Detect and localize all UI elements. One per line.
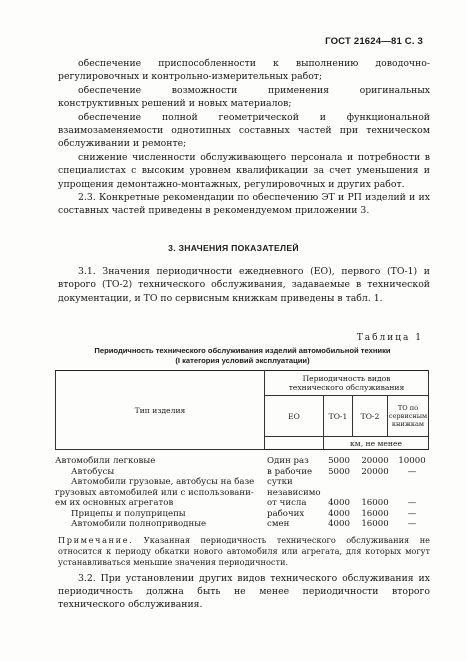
cell-eo: Один раз bbox=[267, 456, 309, 466]
table-row bbox=[55, 519, 429, 530]
cell-service: 10000 bbox=[398, 456, 426, 466]
col-to1-header: ТО-1 bbox=[324, 396, 353, 437]
cell-type: Автобусы bbox=[71, 466, 115, 477]
table-row bbox=[55, 488, 429, 499]
table-body bbox=[55, 456, 429, 530]
cell-to1: 4000 bbox=[328, 508, 350, 519]
cell-type: ем их основных агрегатов bbox=[55, 498, 174, 508]
cell-eo: смен bbox=[267, 519, 290, 529]
paragraph: 3.2. При установлении других видов технического обслуживания их периодичность должна быть не менее периодичности второго технического обслуживания. bbox=[58, 573, 430, 611]
paragraph: обеспечение возможности применения оригинальных конструктивных решений и новых материалов; bbox=[58, 84, 430, 110]
cell-eo: от числа bbox=[267, 498, 307, 508]
col-type-header: Тип изделия bbox=[56, 371, 265, 450]
cell-to2: 16000 bbox=[361, 498, 389, 508]
cell-eo: в рабочие bbox=[267, 466, 313, 477]
cell-to2: 16000 bbox=[361, 519, 389, 529]
closing-text bbox=[58, 572, 430, 612]
paragraph: 3.1. Значения периодичности ежедневного (ЕО), первого (ТО-1) и второго (ТО-2) технического обслуживания, задаваемые в технической документации, и ТО по сервисным книжкам приведены в табл. 1. bbox=[58, 266, 430, 304]
section-title: 3. ЗНАЧЕНИЯ ПОКАЗАТЕЛЕЙ bbox=[168, 243, 299, 253]
cell-service: — bbox=[407, 498, 417, 508]
intro-text bbox=[58, 57, 430, 218]
cell-to2: 20000 bbox=[361, 456, 389, 466]
cell-type: Автомобили полноприводные bbox=[71, 519, 207, 529]
table-row bbox=[55, 498, 429, 509]
table-note bbox=[58, 535, 430, 569]
table-caption bbox=[55, 346, 430, 366]
col-service-header: ТО по сервисным книжкам bbox=[388, 396, 429, 437]
paragraph: обеспечение полной геометрической и функциональной взаимозаменяемости однотипных составных частей при техническом обслуживании и ремонте; bbox=[58, 111, 430, 150]
table-row bbox=[55, 477, 429, 488]
cell-to2: 16000 bbox=[361, 508, 389, 519]
note-text: Указанная периодичность технического обслуживания не относится к периоду обкатки нового автомобиля или агрегата, для которых могут устанавливаться меньшие значения периодичности. bbox=[58, 535, 430, 568]
cell-eo: сутки bbox=[267, 477, 293, 487]
cell-type: грузовых автомобилей или с использовани- bbox=[55, 487, 254, 498]
paragraph: 2.3. Конкретные рекомендации по обеспечению ЭТ и РП изделий и их составных частей приведены в рекомендуемом приложении 3. bbox=[58, 192, 430, 217]
table-row bbox=[55, 456, 429, 467]
table-row bbox=[55, 467, 429, 478]
cell-to1: 4000 bbox=[328, 519, 350, 529]
cell-eo: рабочих bbox=[267, 508, 305, 519]
table-number: Таблица 1 bbox=[356, 333, 423, 343]
cell-eo: независимо bbox=[267, 487, 321, 498]
cell-service: — bbox=[407, 508, 417, 519]
cell-type: Автомобили грузовые, автобусы на базе bbox=[71, 477, 255, 487]
cell-to1: 4000 bbox=[328, 498, 350, 508]
cell-type: Прицепы и полуприцепы bbox=[71, 508, 186, 519]
cell-to1: 5000 bbox=[328, 466, 350, 477]
cell-to2: 20000 bbox=[361, 466, 389, 477]
table-caption-line: Периодичность технического обслуживания изделий автомобильной техники bbox=[94, 346, 391, 355]
cell-service: — bbox=[407, 519, 417, 529]
cell-type: Автомобили легковые bbox=[55, 456, 156, 466]
table-row bbox=[55, 509, 429, 520]
paragraph: снижение численности обслуживающего персонала и потребности в специалистах с высоким уровнем квалификации за счет уменьшения и упрощения демонтажно-монтажных, регулировочных и других работ. bbox=[58, 151, 430, 190]
note-label: Примечание. bbox=[58, 535, 134, 545]
paragraph: обеспечение приспособленности к выполнению доводочно-регулировочных и контрольно-измерительных работ; bbox=[58, 58, 430, 83]
units-cell: км, не менее bbox=[324, 437, 429, 450]
col-eo-header: ЕО bbox=[265, 396, 324, 437]
cell-service: — bbox=[407, 466, 417, 477]
section-text bbox=[58, 265, 430, 305]
table-header bbox=[55, 370, 429, 450]
table-caption-line: (I категория условий эксплуатации) bbox=[175, 356, 310, 365]
col-group-header: Периодичность видов технического обслуживания bbox=[265, 371, 429, 396]
page-header: ГОСТ 21624—81 С. 3 bbox=[325, 36, 423, 47]
col-to2-header: ТО-2 bbox=[353, 396, 388, 437]
cell-to1: 5000 bbox=[328, 456, 350, 466]
